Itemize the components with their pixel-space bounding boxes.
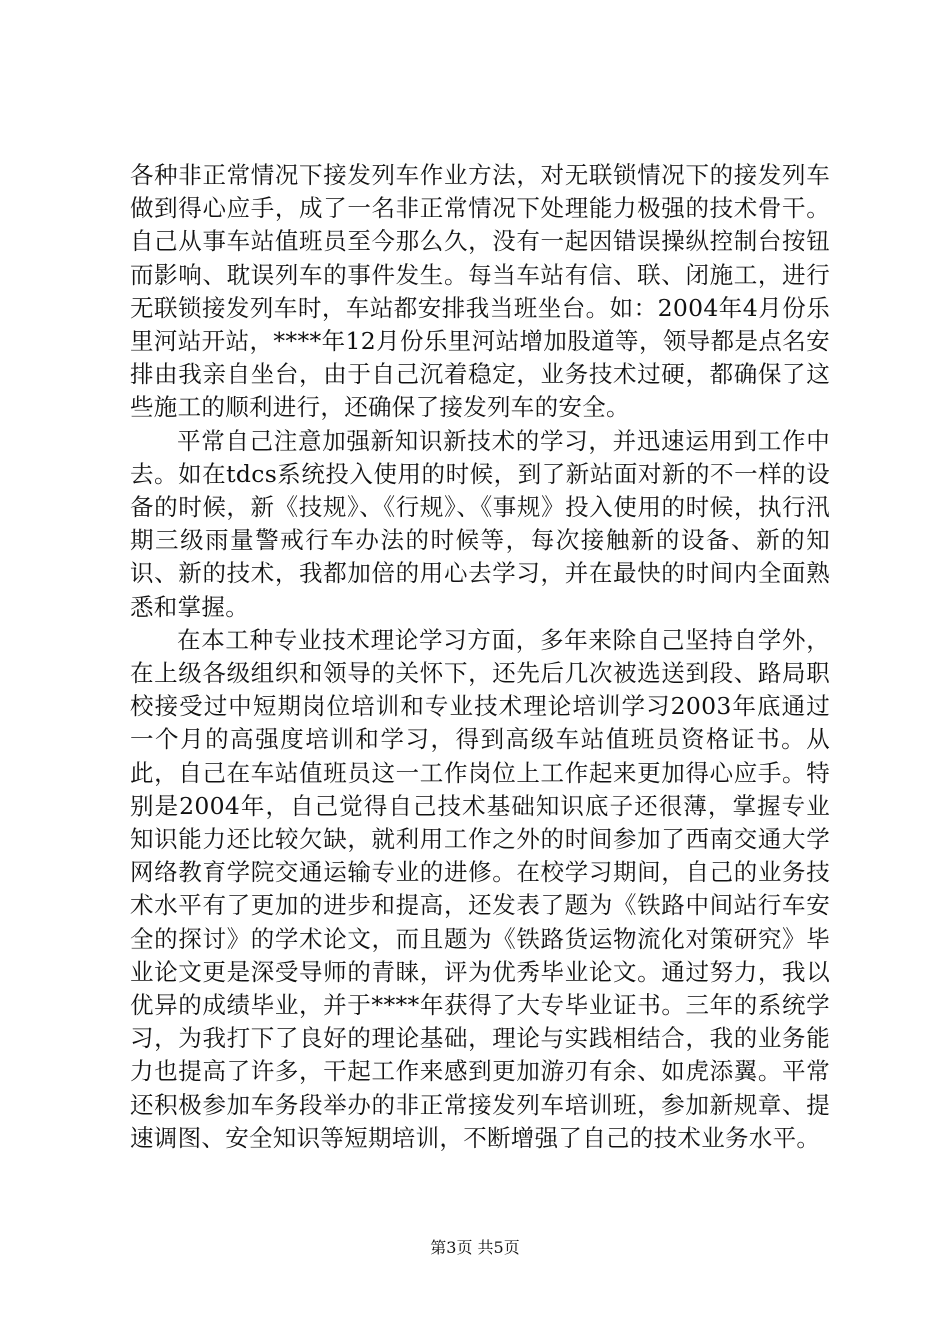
paragraph-3: 在本工种专业技术理论学习方面，多年来除自己坚持自学外，在上级各级组织和领导的关怀下，还先后几次被选送到段、路局职校接受过中短期岗位培训和专业技术理论培训学习2003年底通过一个月的高强度培训和学习，得到高级车站值班员资格证书。从此，自己在车站值班员这一工作岗位上工作起来更加得心应手。特别是2004年，自己觉得自己技术基础知识底子还很薄，掌握专业知识能力还比较欠缺，就利用工作之外的时间参加了西南交通大学网络教育学院交通运输专业的进修。在校学习期间，自己的业务技术水平有了更加的进步和提高，还发表了题为《铁路中间站行车安全的探讨》的学术论文，而且题为《铁路货运物流化对策研究》毕业论文更是深受导师的青睐，评为优秀毕业论文。通过努力，我以优异的成绩毕业，并于****年获得了大专毕业证书。三年的系统学习，为我打下了良好的理论基础，理论与实践相结合，我的业务能力也提高了许多，干起工作来感到更加游刃有余、如虎添翼。平常还积极参加车务段举办的非正常接发列车培训班，参加新规章、提速调图、安全知识等短期培训，不断增强了自己的技术业务水平。 [130,625,830,1152]
paragraph-2: 平常自己注意加强新知识新技术的学习，并迅速运用到工作中去。如在tdcs系统投入使用的时候，到了新站面对新的不一样的设备的时候，新《技规》、《行规》、《事规》投入使用的时候，执行汛期三级雨量警戒行车办法的时候等，每次接触新的设备、新的知识、新的技术，我都加倍的用心去学习，并在最快的时间内全面熟悉和掌握。 [130,426,830,621]
page-footer: 第3页 共5页 [430,1238,520,1257]
document-body [130,159,830,1155]
paragraph-1: 各种非正常情况下接发列车作业方法，对无联锁情况下的接发列车做到得心应手，成了一名非正常情况下处理能力极强的技术骨干。自己从事车站值班员至今那么久，没有一起因错误操纵控制台按钮而影响、耽误列车的事件发生。每当车站有信、联、闭施工，进行无联锁接发列车时，车站都安排我当班坐台。如：2004年4月份乐里河站开站，****年12月份乐里河站增加股道等，领导都是点名安排由我亲自坐台，由于自己沉着稳定，业务技术过硬，都确保了这些施工的顺利进行，还确保了接发列车的安全。 [130,161,830,422]
